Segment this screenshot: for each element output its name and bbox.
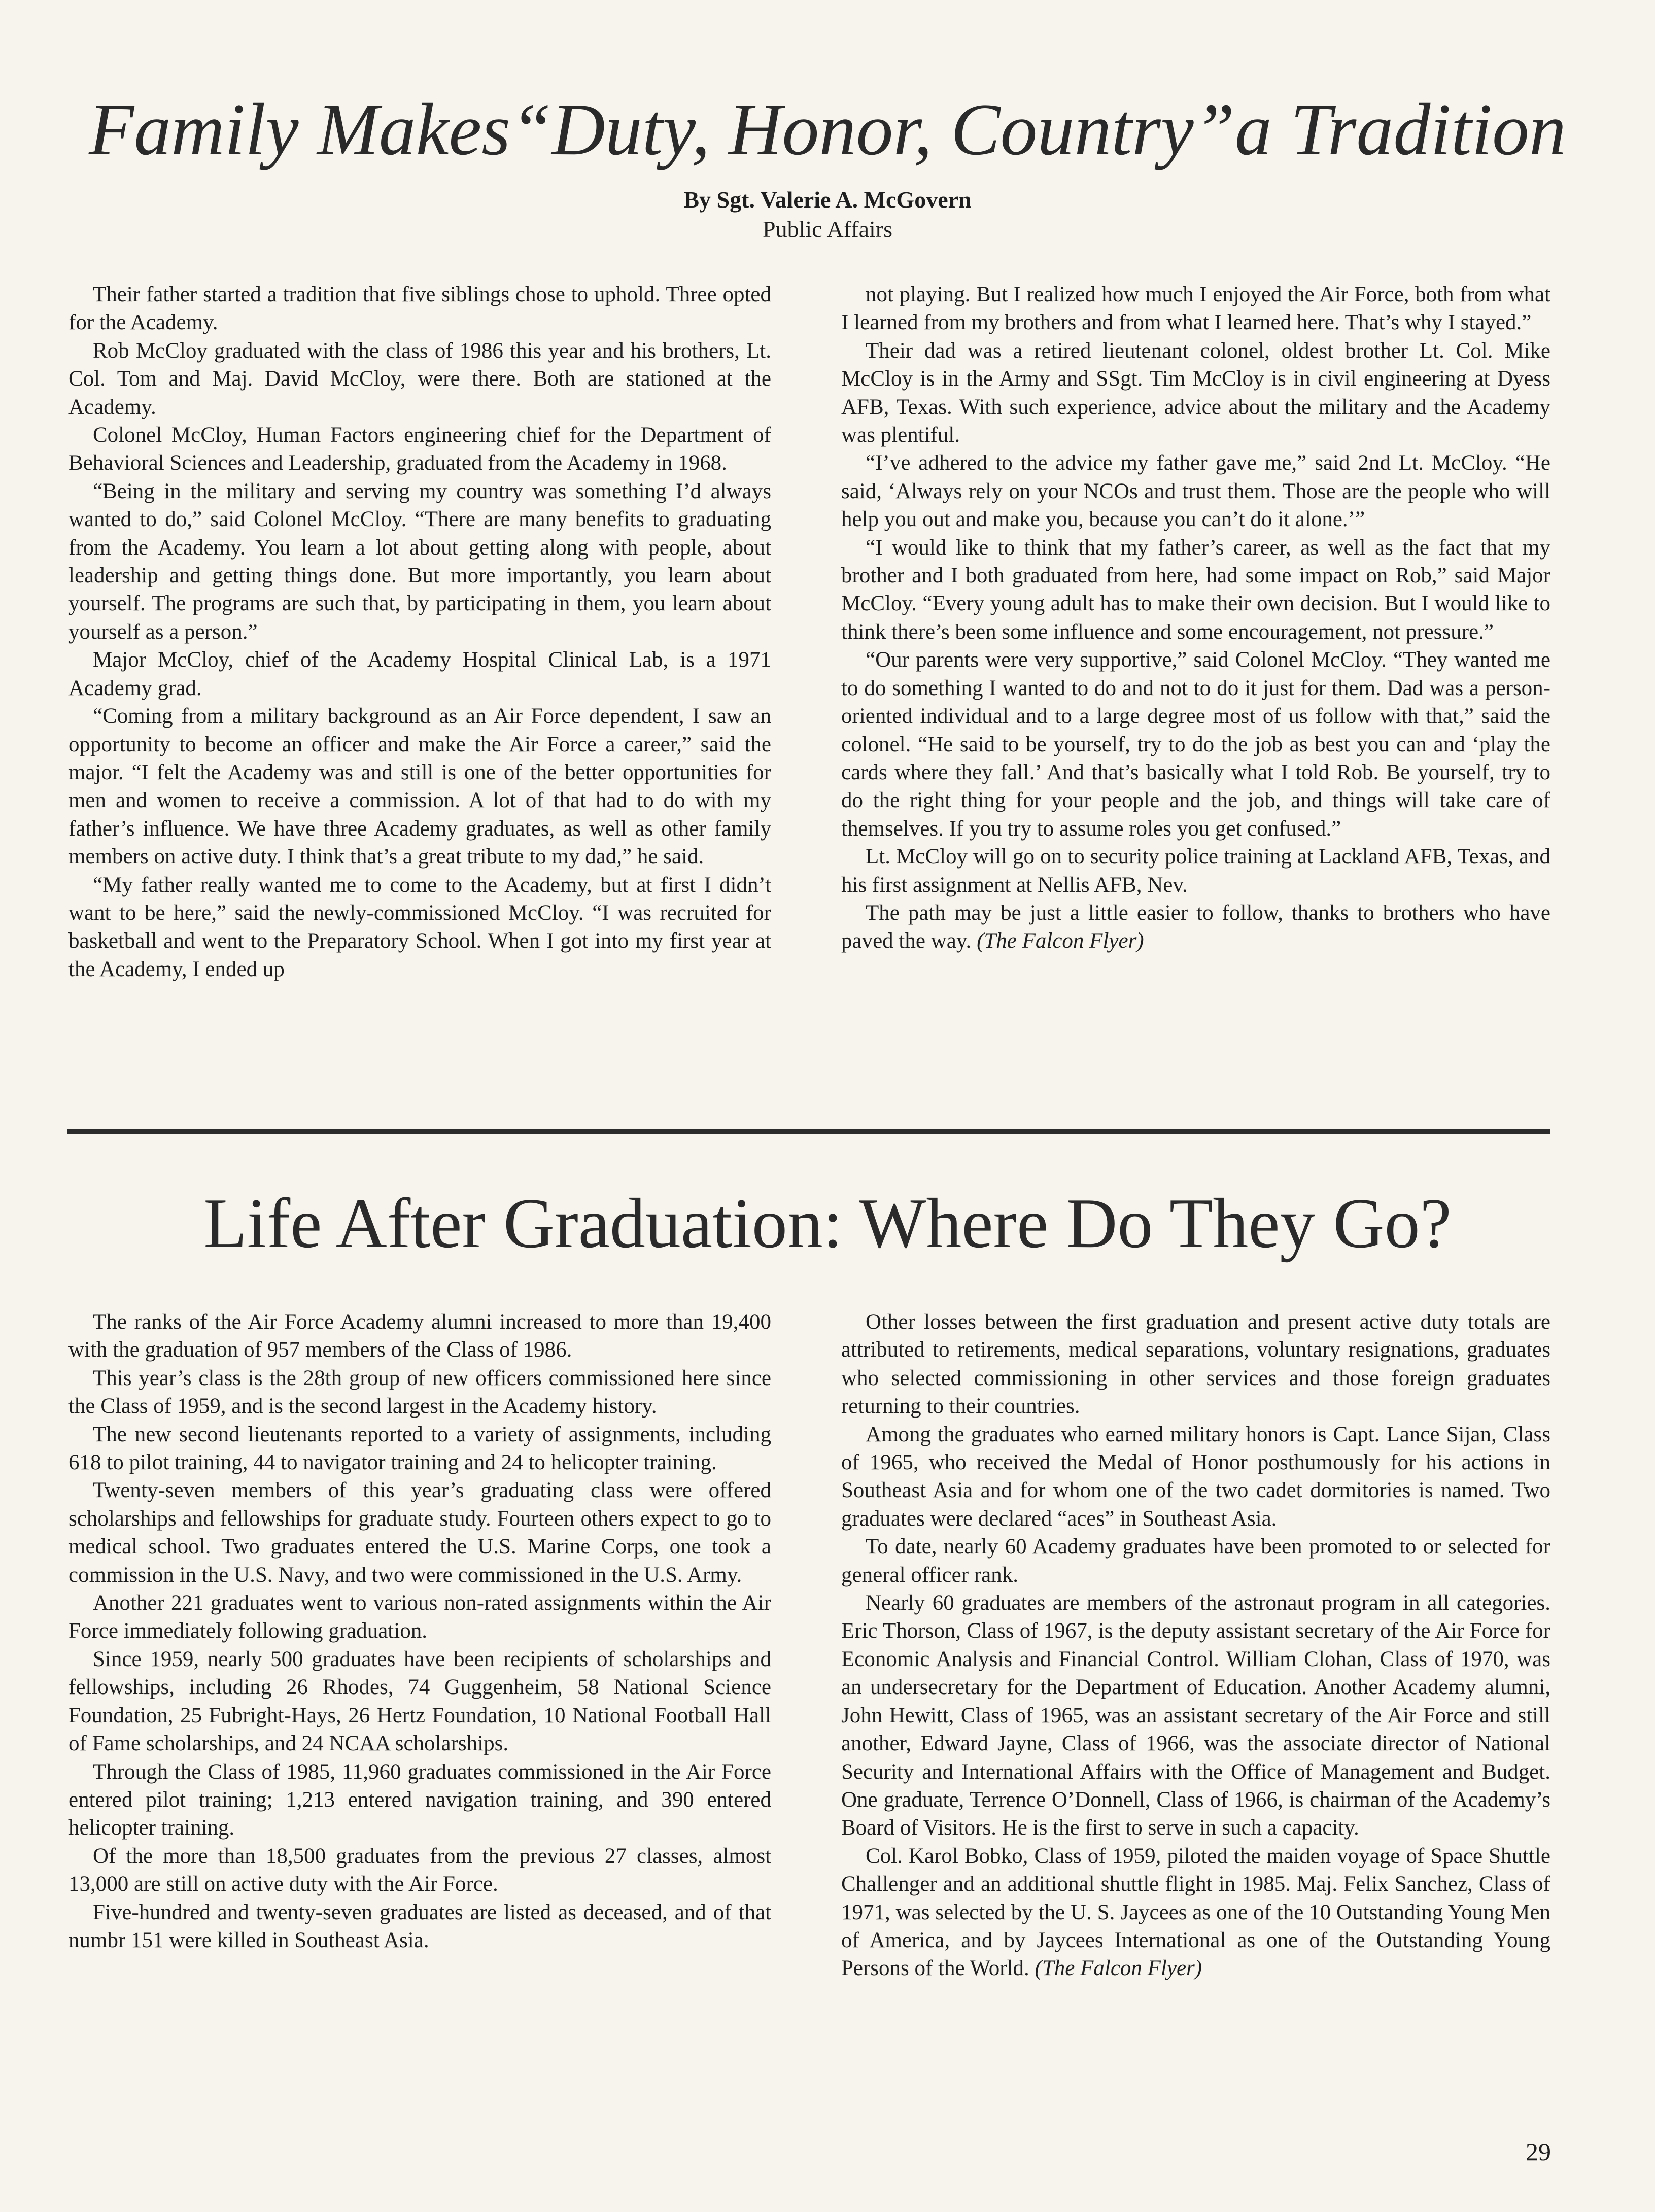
paragraph-text: not playing. But I realized how much I enjoyed the Air Force, both from what I learned from my brothers and from what I learned here. That’s why I stayed.” bbox=[841, 283, 1550, 335]
paragraph bbox=[841, 1842, 1550, 1983]
article2-title: Life After Graduation: Where Do They Go? bbox=[203, 1184, 1452, 1263]
paragraph bbox=[841, 281, 1550, 337]
byline-org: Public Affairs bbox=[763, 216, 892, 242]
paragraph-text: Another 221 graduates went to various non-rated assignments within the Air Force immediately following graduation. bbox=[68, 1591, 771, 1643]
paragraph bbox=[68, 871, 771, 984]
paragraph bbox=[68, 1758, 771, 1842]
paragraph bbox=[841, 449, 1550, 533]
paragraph-text: Their father started a tradition that five siblings chose to uphold. Three opted for the Academy. bbox=[68, 283, 771, 335]
paragraph-text: Major McCloy, chief of the Academy Hospital Clinical Lab, is a 1971 Academy grad. bbox=[68, 648, 771, 700]
paragraph bbox=[68, 1476, 771, 1589]
paragraph-text: “Our parents were very supportive,” said Colonel McCloy. “They wanted me to do something I wanted to do and not to do it just for them. Dad was a person-oriented individual and to a large degree most of us follow with that,” said the colonel. “He said to be yourself, try to do the job as best you can and ‘play the cards where they fall.’ And that’s basically what I told Rob. Be yourself, try to do the right thing for your people and the job, and things will take care of themselves. If you try to assume roles you get confused.” bbox=[841, 648, 1550, 841]
article2-right-column bbox=[841, 1308, 1550, 1983]
page-number: 29 bbox=[1526, 2137, 1551, 2166]
paragraph bbox=[841, 337, 1550, 450]
paragraph-text: Five-hundred and twenty-seven graduates are listed as deceased, and of that numbr 151 were killed in Southeast Asia. bbox=[68, 1900, 771, 1952]
paragraph bbox=[841, 1308, 1550, 1421]
byline-author: By Sgt. Valerie A. McGovern bbox=[683, 187, 972, 213]
paragraph bbox=[68, 1842, 771, 1898]
paragraph bbox=[841, 899, 1550, 955]
paragraph bbox=[841, 1533, 1550, 1589]
article1-byline bbox=[0, 185, 1655, 244]
paragraph-text: The new second lieutenants reported to a variety of assignments, including 618 to pilot training, 44 to navigator training and 24 to helicopter training. bbox=[68, 1422, 771, 1475]
paragraph-text: Twenty-seven members of this year’s graduating class were offered scholarships and fellowships for graduate study. Fourteen others expect to go to medical school. Two graduates entered the U.S. Marine Corps, one took a commission in the U.S. Navy, and two were commissioned in the U.S. Army. bbox=[68, 1478, 771, 1587]
paragraph bbox=[841, 534, 1550, 646]
paragraph-text: Rob McCloy graduated with the class of 1986 this year and his brothers, Lt. Col. Tom and Maj. David McCloy, were there. Both are stationed at the Academy. bbox=[68, 338, 771, 419]
paragraph bbox=[68, 1645, 771, 1758]
source-citation: (The Falcon Flyer) bbox=[1035, 1956, 1202, 1981]
paragraph bbox=[841, 843, 1550, 899]
paragraph-text: “I’ve adhered to the advice my father gave me,” said 2nd Lt. McCloy. “He said, ‘Always rely on your NCOs and trust them. Those are the people who will help you out and make you, because you can’t do it alone.’” bbox=[841, 451, 1550, 532]
paragraph bbox=[68, 1421, 771, 1477]
paragraph bbox=[68, 646, 771, 702]
paragraph-text: Their dad was a retired lieutenant colonel, oldest brother Lt. Col. Mike McCloy is in the Army and SSgt. Tim McCloy is in civil engineering at Dyess AFB, Texas. With such experience, advice about the military and the Academy was plentiful. bbox=[841, 338, 1550, 447]
paragraph-text: Through the Class of 1985, 11,960 graduates commissioned in the Air Force entered pilot training; 1,213 entered navigation training, and 390 entered helicopter training. bbox=[68, 1759, 771, 1840]
paragraph bbox=[68, 477, 771, 646]
paragraph-text: “My father really wanted me to come to the Academy, but at first I didn’t want to be here,” said the newly-commissioned McCloy. “I was recruited for basketball and went to the Preparatory School. When I got into my first year at the Academy, I ended up bbox=[68, 873, 771, 981]
paragraph-text: Other losses between the first graduation and present active duty totals are attributed to retirements, medical separations, voluntary resignations, graduates who selected commissioning in other services and those foreign graduates returning to their countries. bbox=[841, 1310, 1550, 1419]
paragraph bbox=[68, 281, 771, 337]
paragraph-text: “I would like to think that my father’s career, as well as the fact that my brother and I both graduated from here, had some impact on Rob,” said Major McCloy. “Every young adult has to make their own decision. But I would like to think there’s been some influence and some encouragement, not pressure.” bbox=[841, 535, 1550, 644]
paragraph bbox=[68, 1898, 771, 1955]
paragraph bbox=[68, 421, 771, 477]
paragraph-text: Nearly 60 graduates are members of the astronaut program in all categories. Eric Thorson, Class of 1967, is the deputy assistant secretary of the Air Force for Economic Analysis and Financial Control. William Clohan, Class of 1970, was an undersecretary for the Department of Education. Another Academy alumni, John Hewitt, Class of 1965, was an assistant secretary of the Air Force and still another, Edward Jayne, Class of 1966, was the associate director of National Security and International Affairs with the Office of Management and Budget. One graduate, Terrence O’Donnell, Class of 1966, is chairman of the Academy’s Board of Visitors. He is the first to serve in such a capacity. bbox=[841, 1591, 1550, 1840]
paragraph bbox=[841, 1421, 1550, 1533]
paragraph-text: The path may be just a little easier to follow, thanks to brothers who have paved the way. bbox=[841, 901, 1550, 953]
section-divider bbox=[67, 1129, 1550, 1134]
paragraph-text: Of the more than 18,500 graduates from the previous 27 classes, almost 13,000 are still on active duty with the Air Force. bbox=[68, 1844, 771, 1896]
paragraph-text: “Coming from a military background as an Air Force dependent, I saw an opportunity to become an officer and make the Air Force a career,” said the major. “I felt the Academy was and still is one of the better opportunities for men and women to receive a commission. A lot of that had to do with my father’s influence. We have three Academy graduates, as well as other family members on active duty. I think that’s a great tribute to my dad,” he said. bbox=[68, 704, 771, 869]
paragraph-text: Colonel McCloy, Human Factors engineering chief for the Department of Behavioral Sciences and Leadership, graduated from the Academy in 1968. bbox=[68, 423, 771, 475]
article1-right-column bbox=[841, 281, 1550, 955]
paragraph bbox=[68, 1589, 771, 1645]
paragraph-text: Col. Karol Bobko, Class of 1959, piloted the maiden voyage of Space Shuttle Challenger and an additional shuttle flight in 1985. Maj. Felix Sanchez, Class of 1971, was selected by the U. S. Jaycees as one of the 10 Outstanding Young Men of America, and by Jaycees International as one of the Outstanding Young Persons of the World. bbox=[841, 1844, 1550, 1981]
paragraph-text: Lt. McCloy will go on to security police training at Lackland AFB, Texas, and his first assignment at Nellis AFB, Nev. bbox=[841, 845, 1550, 897]
paragraph bbox=[68, 702, 771, 871]
paragraph bbox=[841, 1589, 1550, 1842]
paragraph bbox=[68, 1308, 771, 1364]
paragraph bbox=[68, 337, 771, 421]
paragraph-text: Among the graduates who earned military honors is Capt. Lance Sijan, Class of 1965, who received the Medal of Honor posthumously for his actions in Southeast Asia and for whom one of the two cadet dormitories is named. Two graduates were declared “aces” in Southeast Asia. bbox=[841, 1422, 1550, 1531]
paragraph-text: To date, nearly 60 Academy graduates have been promoted to or selected for general officer rank. bbox=[841, 1535, 1550, 1587]
paragraph-text: The ranks of the Air Force Academy alumni increased to more than 19,400 with the graduation of 957 members of the Class of 1986. bbox=[68, 1310, 771, 1362]
article1-title: Family Makes“Duty, Honor, Country”a Tradition bbox=[88, 88, 1566, 170]
paragraph bbox=[68, 1364, 771, 1421]
paragraph-text: “Being in the military and serving my country was something I’d always wanted to do,” said Colonel McCloy. “There are many benefits to graduating from the Academy. You learn a lot about getting along with people, about leadership and getting things done. But more importantly, you learn about yourself. The programs are such that, by participating in them, you learn about yourself as a person.” bbox=[68, 479, 771, 644]
paragraph bbox=[841, 646, 1550, 843]
source-citation: (The Falcon Flyer) bbox=[977, 929, 1144, 953]
article2-left-column bbox=[68, 1308, 771, 1954]
paragraph-text: Since 1959, nearly 500 graduates have been recipients of scholarships and fellowships, including 26 Rhodes, 74 Guggenheim, 58 National Science Foundation, 25 Fubright-Hays, 26 Hertz Foundation, 10 National Football Hall of Fame scholarships, and 24 NCAA scholarships. bbox=[68, 1647, 771, 1756]
paragraph-text: This year’s class is the 28th group of new officers commissioned here since the Class of 1959, and is the second largest in the Academy history. bbox=[68, 1366, 771, 1419]
article1-left-column bbox=[68, 281, 771, 983]
